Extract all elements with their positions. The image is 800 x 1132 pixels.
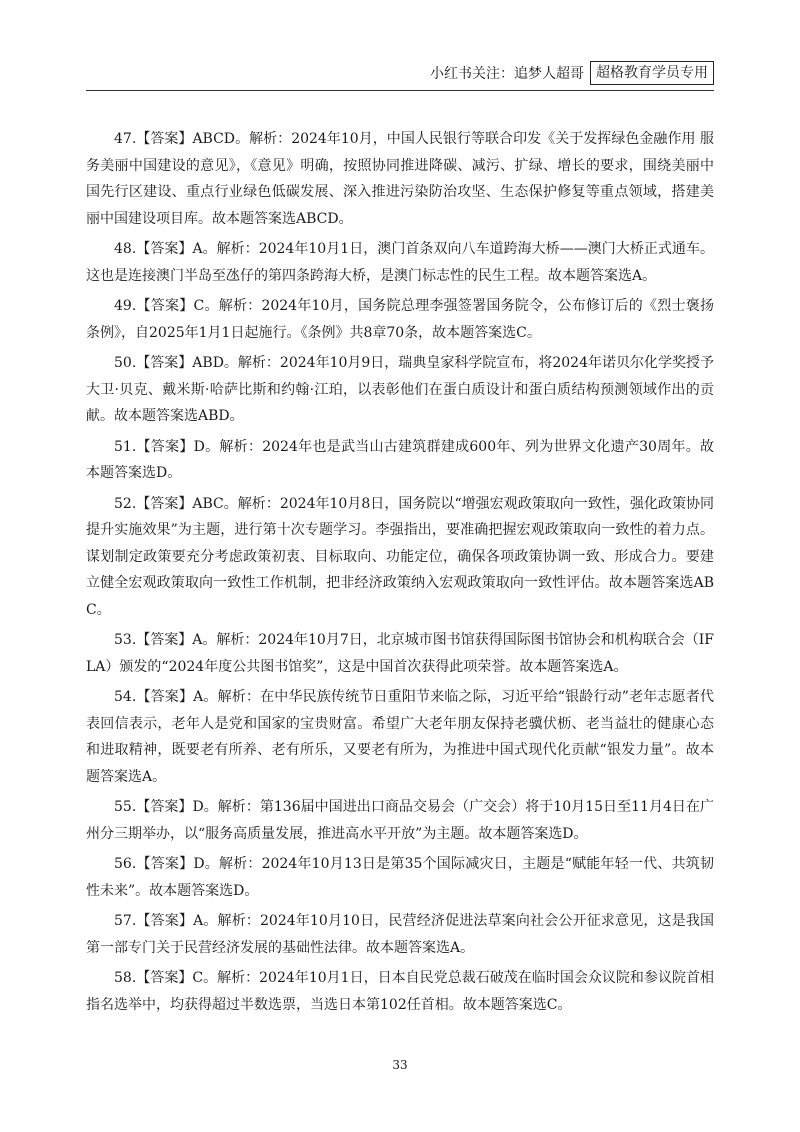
answer-mark: 【答案】 [136,856,194,872]
answer-mark: 【答案】 [136,495,193,512]
answer-text: C。解析：2024年10月，国务院总理李强签署国务院令，公布修订后的《烈士褒扬条例》，自2025年1月1日起施行。《条例》共8章70条，故本题答案选C。 [86,298,715,341]
answer-number: 52. [114,495,137,512]
answer-paragraph [86,794,714,847]
answer-text: A。解析：2024年10月10日，民营经济促进法草案向社会公开征求意见，这是我国第一部专门关于民营经济发展的基础性法律。故本题答案选A。 [86,913,715,956]
answer-number: 50. [114,355,137,371]
answer-paragraph [86,965,714,1018]
answer-paragraph [86,627,714,680]
answer-text: ABD。解析：2024年10月9日，瑞典皇家科学院宣布，将2024年诺贝尔化学奖授予大卫·贝克、戴米斯·哈萨比斯和约翰·江珀，以表彰他们在蛋白质设计和蛋白质结构预测领域作出的贡献。故本题答案选ABD。 [86,355,715,424]
answer-paragraph [86,126,714,232]
answer-number: 58. [114,970,137,986]
answer-mark: 【答案】 [136,241,193,257]
answer-paragraph [86,908,714,961]
answer-text: A。解析：2024年10月7日，北京城市图书馆获得国际图书馆协会和机构联合会（IFLA）颁发的“2024年度公共图书馆奖”，这是中国首次获得此项荣誉。故本题答案选A。 [86,632,714,675]
answer-number: 47. [114,131,137,147]
answer-number: 54. [114,689,137,705]
answer-number: 48. [114,241,137,257]
answer-text: A。解析：在中华民族传统节日重阳节来临之际，习近平给“银龄行动”老年志愿者代表回信表示，老年人是党和国家的宝贵财富。希望广大老年朋友保持老骥伏枥、老当益壮的健康心态和进取精神，既要老有所养、老有所乐，又要老有所为，为推进中国式现代化贡献“银发力量”。故本题答案选A。 [86,689,714,785]
answer-mark: 【答案】 [136,438,194,455]
answer-text: D。解析：2024年也是武当山古建筑群建成600年、列为世界文化遗产30周年。故本题答案选D。 [86,438,715,481]
answer-mark: 【答案】 [136,913,194,929]
answer-mark: 【答案】 [136,970,193,986]
answer-paragraph [86,491,714,624]
answer-paragraph [86,434,714,487]
answer-text: D。解析：第136届中国进出口商品交易会（广交会）将于10月15日至11月4日在广州分三期举办，以“服务高质量发展，推进高水平开放”为主题。故本题答案选D。 [86,799,715,842]
answer-paragraph [86,350,714,430]
answer-text: ABCD。解析：2024年10月，中国人民银行等联合印发《关于发挥绿色金融作用 服务美丽中国建设的意见》，《意见》明确，按照协同推进降碳、减污、扩绿、增长的要求，围绕美丽中国先行区建设、重点行业绿色低碳发展、深入推进污染防治攻坚、生态保护修复等重点领域，搭建美丽中国建设项目库。故本题答案选ABCD。 [86,131,714,227]
answer-number: 51. [114,438,137,455]
answer-number: 49. [114,298,137,314]
answer-mark: 【答案】 [136,355,193,371]
answer-number: 55. [114,799,137,815]
answer-text: A。解析：2024年10月1日，澳门首条双向八车道跨海大桥——澳门大桥正式通车。这也是连接澳门半岛至氹仔的第四条跨海大桥，是澳门标志性的民生工程。故本题答案选A。 [86,241,714,284]
header-boxed-tag: 超格教育学员专用 [590,61,714,85]
answer-text: C。解析：2024年10月1日，日本自民党总裁石破茂在临时国会众议院和参议院首相指名选举中，均获得超过半数选票，当选日本第102任首相。故本题答案选C。 [86,970,715,1013]
answer-paragraph [86,236,714,289]
answer-paragraph [86,293,714,346]
answer-number: 53. [114,632,137,648]
header-text: 小红书关注：追梦人超哥 [430,66,584,82]
answer-mark: 【答案】 [136,799,193,815]
header-rule [86,90,714,91]
answer-text: D。解析：2024年10月13日是第35个国际减灾日，主题是“赋能年轻一代、共筑韧性未来”。故本题答案选D。 [86,856,715,899]
answer-number: 56. [114,856,137,872]
answer-paragraph [86,851,714,904]
answer-mark: 【答案】 [136,689,194,705]
answer-mark: 【答案】 [136,632,193,648]
answer-mark: 【答案】 [136,298,194,314]
answer-paragraph [86,684,714,790]
page-header [430,60,714,86]
answer-text: ABC。解析：2024年10月8日，国务院以“增强宏观政策取向一致性，强化政策协同提升实施效果”为主题，进行第十次专题学习。李强指出，要准确把握宏观政策取向一致性的着力点。谋划制定政策要充分考虑政策初衷、目标取向、功能定位，确保各项政策协调一致、形成合力。要建立健全宏观政策取向一致性工作机制，把非经济政策纳入宏观政策取向一致性评估。故本题答案选ABC。 [86,495,714,618]
page-number: 33 [392,1058,408,1072]
answer-number: 57. [114,913,137,929]
answer-list [86,126,714,1022]
answer-mark: 【答案】 [136,131,193,147]
